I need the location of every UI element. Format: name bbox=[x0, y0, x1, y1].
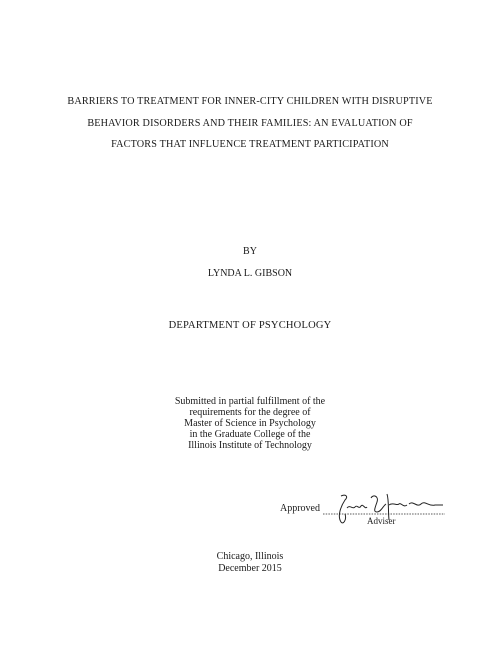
place: Chicago, Illinois bbox=[216, 551, 284, 562]
author-name: LYNDA L. GIBSON bbox=[207, 268, 293, 279]
title-line-1: BARRIERS TO TREATMENT FOR INNER-CITY CHILDREN WITH DISRUPTIVE bbox=[67, 96, 433, 107]
title-line-3: FACTORS THAT INFLUENCE TREATMENT PARTICIPATION bbox=[111, 139, 389, 150]
date: December 2015 bbox=[218, 563, 282, 574]
approved-label bbox=[280, 503, 320, 514]
submission-line-1: Submitted in partial fulfillment of the bbox=[174, 396, 326, 407]
submission-line-3: Master of Science in Psychology bbox=[184, 418, 316, 429]
advisor-signature bbox=[323, 490, 448, 530]
department: DEPARTMENT OF PSYCHOLOGY bbox=[168, 320, 332, 331]
approved-text: Approved bbox=[280, 503, 320, 514]
title-line-2: BEHAVIOR DISORDERS AND THEIR FAMILIES: AN EVALUATION OF bbox=[87, 118, 413, 129]
advisor-label: Adviser bbox=[367, 516, 396, 526]
submission-line-4: in the Graduate College of the bbox=[189, 429, 311, 440]
by-label: BY bbox=[243, 246, 257, 257]
submission-line-5: Illinois Institute of Technology bbox=[188, 440, 312, 451]
submission-line-2: requirements for the degree of bbox=[189, 407, 311, 418]
